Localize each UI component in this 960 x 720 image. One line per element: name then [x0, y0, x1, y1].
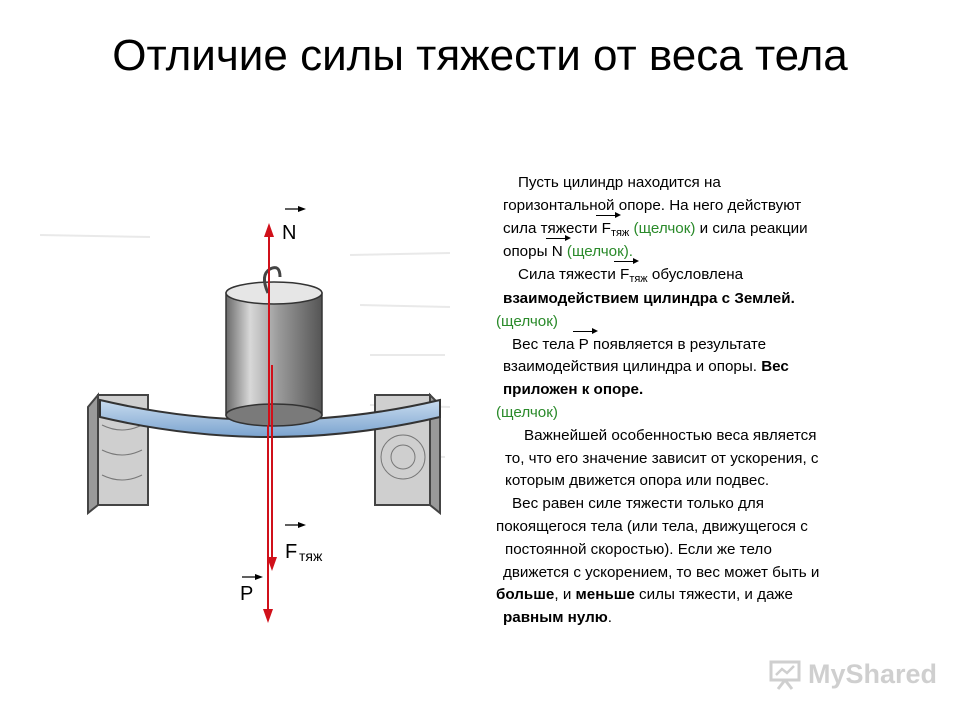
label-N-text: N: [282, 222, 297, 244]
p5-line2: покоящегося тела (или тела, движущегося с: [496, 517, 808, 535]
click-hint: (щелчок): [496, 312, 558, 330]
p1-line3a: сила тяжести: [503, 219, 602, 237]
p1-line1: Пусть цилиндр находится на: [518, 174, 721, 191]
p3-line1a: Вес тела: [512, 335, 579, 353]
p5-line5a: больше: [496, 586, 555, 604]
p3-line2a: взаимодействия цилиндра и опоры.: [503, 358, 762, 376]
p5-line3: постоянной скоростью). Если же тело: [505, 540, 772, 558]
p1-line3b: и сила реакции: [695, 219, 808, 237]
vector-N-inline: N: [552, 241, 563, 264]
p2-line1a: Сила тяжести: [518, 266, 621, 284]
p3-line3: приложен к опоре.: [503, 381, 644, 399]
click-hint: (щелчок): [496, 403, 558, 421]
watermark-text: MyShared: [808, 658, 938, 689]
p5-line5d: силы тяжести, и даже: [634, 586, 793, 604]
sub-tyazh: тяж: [610, 226, 630, 239]
label-F-sub: тяж: [299, 548, 323, 564]
p5-line6a: равным нулю: [503, 609, 608, 627]
p5-line6b: .: [607, 609, 612, 627]
p4-line3: которым движется опора или подвес.: [505, 472, 770, 490]
normal-force-arrowhead: [264, 223, 274, 237]
label-P: [240, 574, 263, 605]
cylinder: [226, 268, 322, 426]
p5-line5b: , и: [554, 586, 576, 604]
p2-line2: взаимодействием цилиндра с Землей.: [503, 289, 795, 307]
vector-F-inline: F: [602, 218, 611, 241]
p3-line2b: Вес: [761, 358, 789, 376]
p5-line5c: меньше: [575, 586, 635, 604]
label-P-text: P: [240, 583, 254, 605]
explanation-text: [496, 172, 956, 630]
slide-title: Отличие силы тяжести от веса тела: [112, 31, 848, 80]
presentation-board-icon: [768, 657, 802, 691]
p2-line1b: обусловлена: [647, 266, 744, 284]
p1-line4a: опоры: [503, 243, 552, 261]
cylinder-on-support-figure: [30, 195, 470, 635]
vector-P-inline: P: [579, 334, 589, 357]
label-F: [285, 522, 323, 564]
click-hint: (щелчок).: [562, 243, 634, 261]
p4-line1: Важнейшей особенностью веса является: [524, 426, 817, 444]
p5-line1: Вес равен силе тяжести только для: [512, 495, 764, 513]
watermark-logo: [768, 656, 937, 692]
p1-line2: горизонтальной опоре. На него действуют: [503, 196, 802, 214]
label-N: [282, 206, 306, 244]
weight-arrowhead: [263, 609, 273, 623]
click-hint: (щелчок): [629, 219, 696, 237]
p4-line2: то, что его значение зависит от ускорения, с: [505, 449, 819, 467]
p5-line4: движется с ускорением, то вес может быть и: [503, 563, 820, 581]
sub-tyazh: тяж: [629, 273, 648, 286]
p3-line1b: появляется в результате: [588, 335, 767, 353]
label-F-text: F: [285, 541, 298, 563]
vector-F-inline: F: [620, 264, 629, 287]
